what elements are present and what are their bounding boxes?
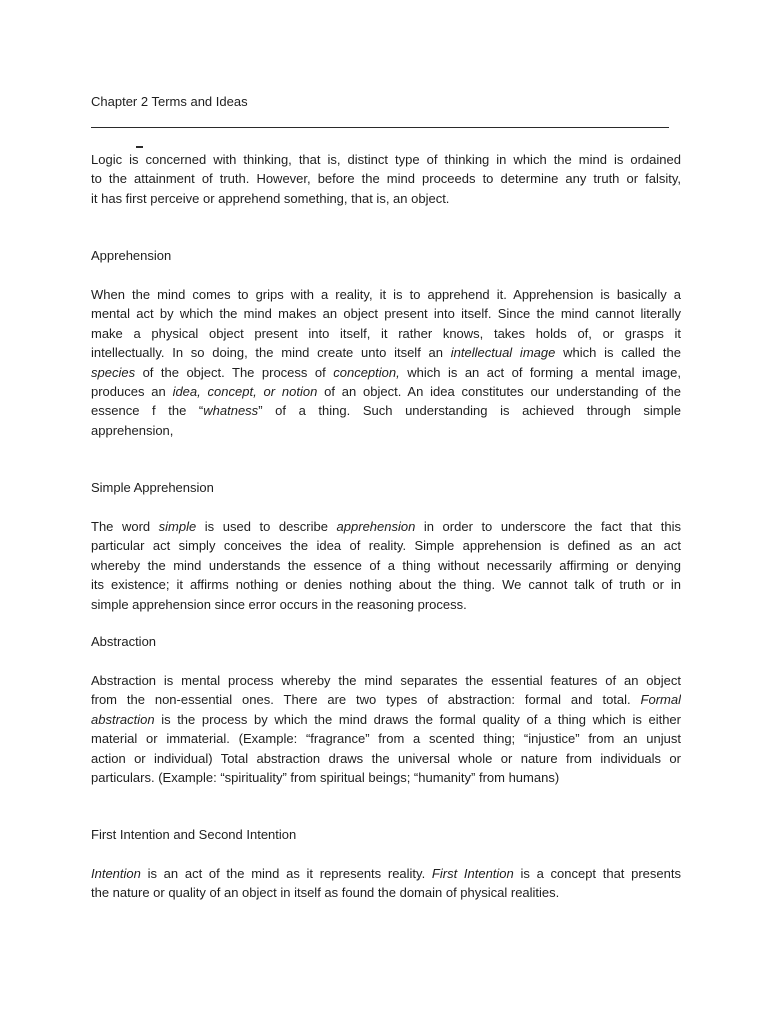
paragraph-line: its existence; it affirms nothing or denies nothing about the thing. We cannot talk of truth or in <box>91 577 681 593</box>
paragraph-line: material or immaterial. (Example: “fragrance” from a scented thing; “injustice” from an unjust <box>91 731 681 747</box>
paragraph-line <box>91 382 681 401</box>
text-run: in order to underscore the fact that this <box>415 519 681 534</box>
paragraph-line: Abstraction is mental process whereby the mind separates the essential features of an object <box>91 673 681 688</box>
italic-term: idea, concept, or notion <box>172 384 318 400</box>
paragraph-line: the nature or quality of an object in itself as found the domain of physical realities. <box>91 885 560 901</box>
paragraph-line <box>91 401 681 420</box>
text-run: intellectually. In so doing, the mind create unto itself an <box>91 345 451 361</box>
italic-term: abstraction <box>91 711 155 727</box>
abstraction-paragraph <box>91 671 681 787</box>
paragraph-line <box>91 864 681 883</box>
italic-term: whatness <box>203 403 259 419</box>
text-run: of the object. The process of <box>135 364 334 380</box>
paragraph-line: make a physical object present into itself, it rather knows, takes holds of, or grasps it <box>91 325 681 341</box>
paragraph-line: When the mind comes to grips with a reality, it is to apprehend it. Apprehension is basically a <box>91 287 681 302</box>
intro-line: to the attainment of truth. However, before the mind proceeds to determine any truth or falsity, <box>91 171 681 187</box>
heading-apprehension: Apprehension <box>91 248 172 263</box>
text-run: is used to describe <box>196 519 337 534</box>
paragraph-line: apprehension, <box>91 422 174 438</box>
heading-simple-apprehension: Simple Apprehension <box>91 480 214 495</box>
paragraph-line <box>91 343 681 362</box>
paragraph-line <box>91 690 681 709</box>
paragraph-line <box>91 710 681 729</box>
intro-line: it has first perceive or apprehend something, that is, an object. <box>91 190 450 206</box>
paragraph-line <box>91 363 681 382</box>
text-run: from the non-essential ones. There are two types of abstraction: formal and total. <box>91 692 641 708</box>
chapter-title: Chapter 2 Terms and Ideas <box>91 94 248 109</box>
italic-term: simple <box>158 519 197 534</box>
apprehension-paragraph <box>91 285 681 440</box>
text-run: The word <box>91 519 159 534</box>
heading-intention: First Intention and Second Intention <box>91 827 297 842</box>
text-run: of an object. An idea constitutes our understanding of the <box>317 384 681 400</box>
text-run: is an act of the mind as it represents reality. <box>140 866 432 881</box>
paragraph-line: mental act by which the mind makes an object present into itself. Since the mind cannot literally <box>91 306 681 322</box>
text-run: which is called the <box>555 345 681 361</box>
text-run: produces an <box>91 384 173 400</box>
text-run: is a concept that presents <box>513 866 681 881</box>
paragraph-line: simple apprehension since error occurs in the reasoning process. <box>91 596 467 612</box>
title-underline <box>91 127 669 128</box>
paragraph-line <box>91 517 681 536</box>
italic-term: conception, <box>333 364 400 380</box>
italic-term: apprehension <box>336 519 416 534</box>
intro-line: Logic is concerned with thinking, that is, distinct type of thinking in which the mind is ordained <box>91 152 681 167</box>
text-run: which is an act of forming a mental image, <box>399 364 681 380</box>
italic-term: intellectual image <box>450 345 556 361</box>
text-run: ” of a thing. Such understanding is achieved through simple <box>258 403 681 419</box>
text-run: is the process by which the mind draws the formal quality of a thing which is either <box>154 711 681 727</box>
italic-term: Intention <box>91 866 141 881</box>
text-run: essence f the “ <box>91 403 204 419</box>
intention-paragraph <box>91 864 681 903</box>
italic-term: Formal <box>640 692 681 708</box>
simple-apprehension-paragraph <box>91 517 681 614</box>
paragraph-line: whereby the mind understands the essence of a thing without necessarily affirming or denying <box>91 557 681 573</box>
heading-abstraction: Abstraction <box>91 634 157 649</box>
paragraph-line: particular act simply conceives the idea of reality. Simple apprehension is defined as an act <box>91 538 681 554</box>
italic-term: First Intention <box>431 866 514 881</box>
italic-term: species <box>91 364 136 380</box>
paragraph-line: particulars. (Example: “spirituality” from spiritual beings; “humanity” from humans) <box>91 770 560 786</box>
intro-paragraph <box>91 150 681 208</box>
cursor-mark <box>136 146 143 148</box>
paragraph-line: action or individual) Total abstraction draws the universal whole or nature from individuals or <box>91 750 681 766</box>
